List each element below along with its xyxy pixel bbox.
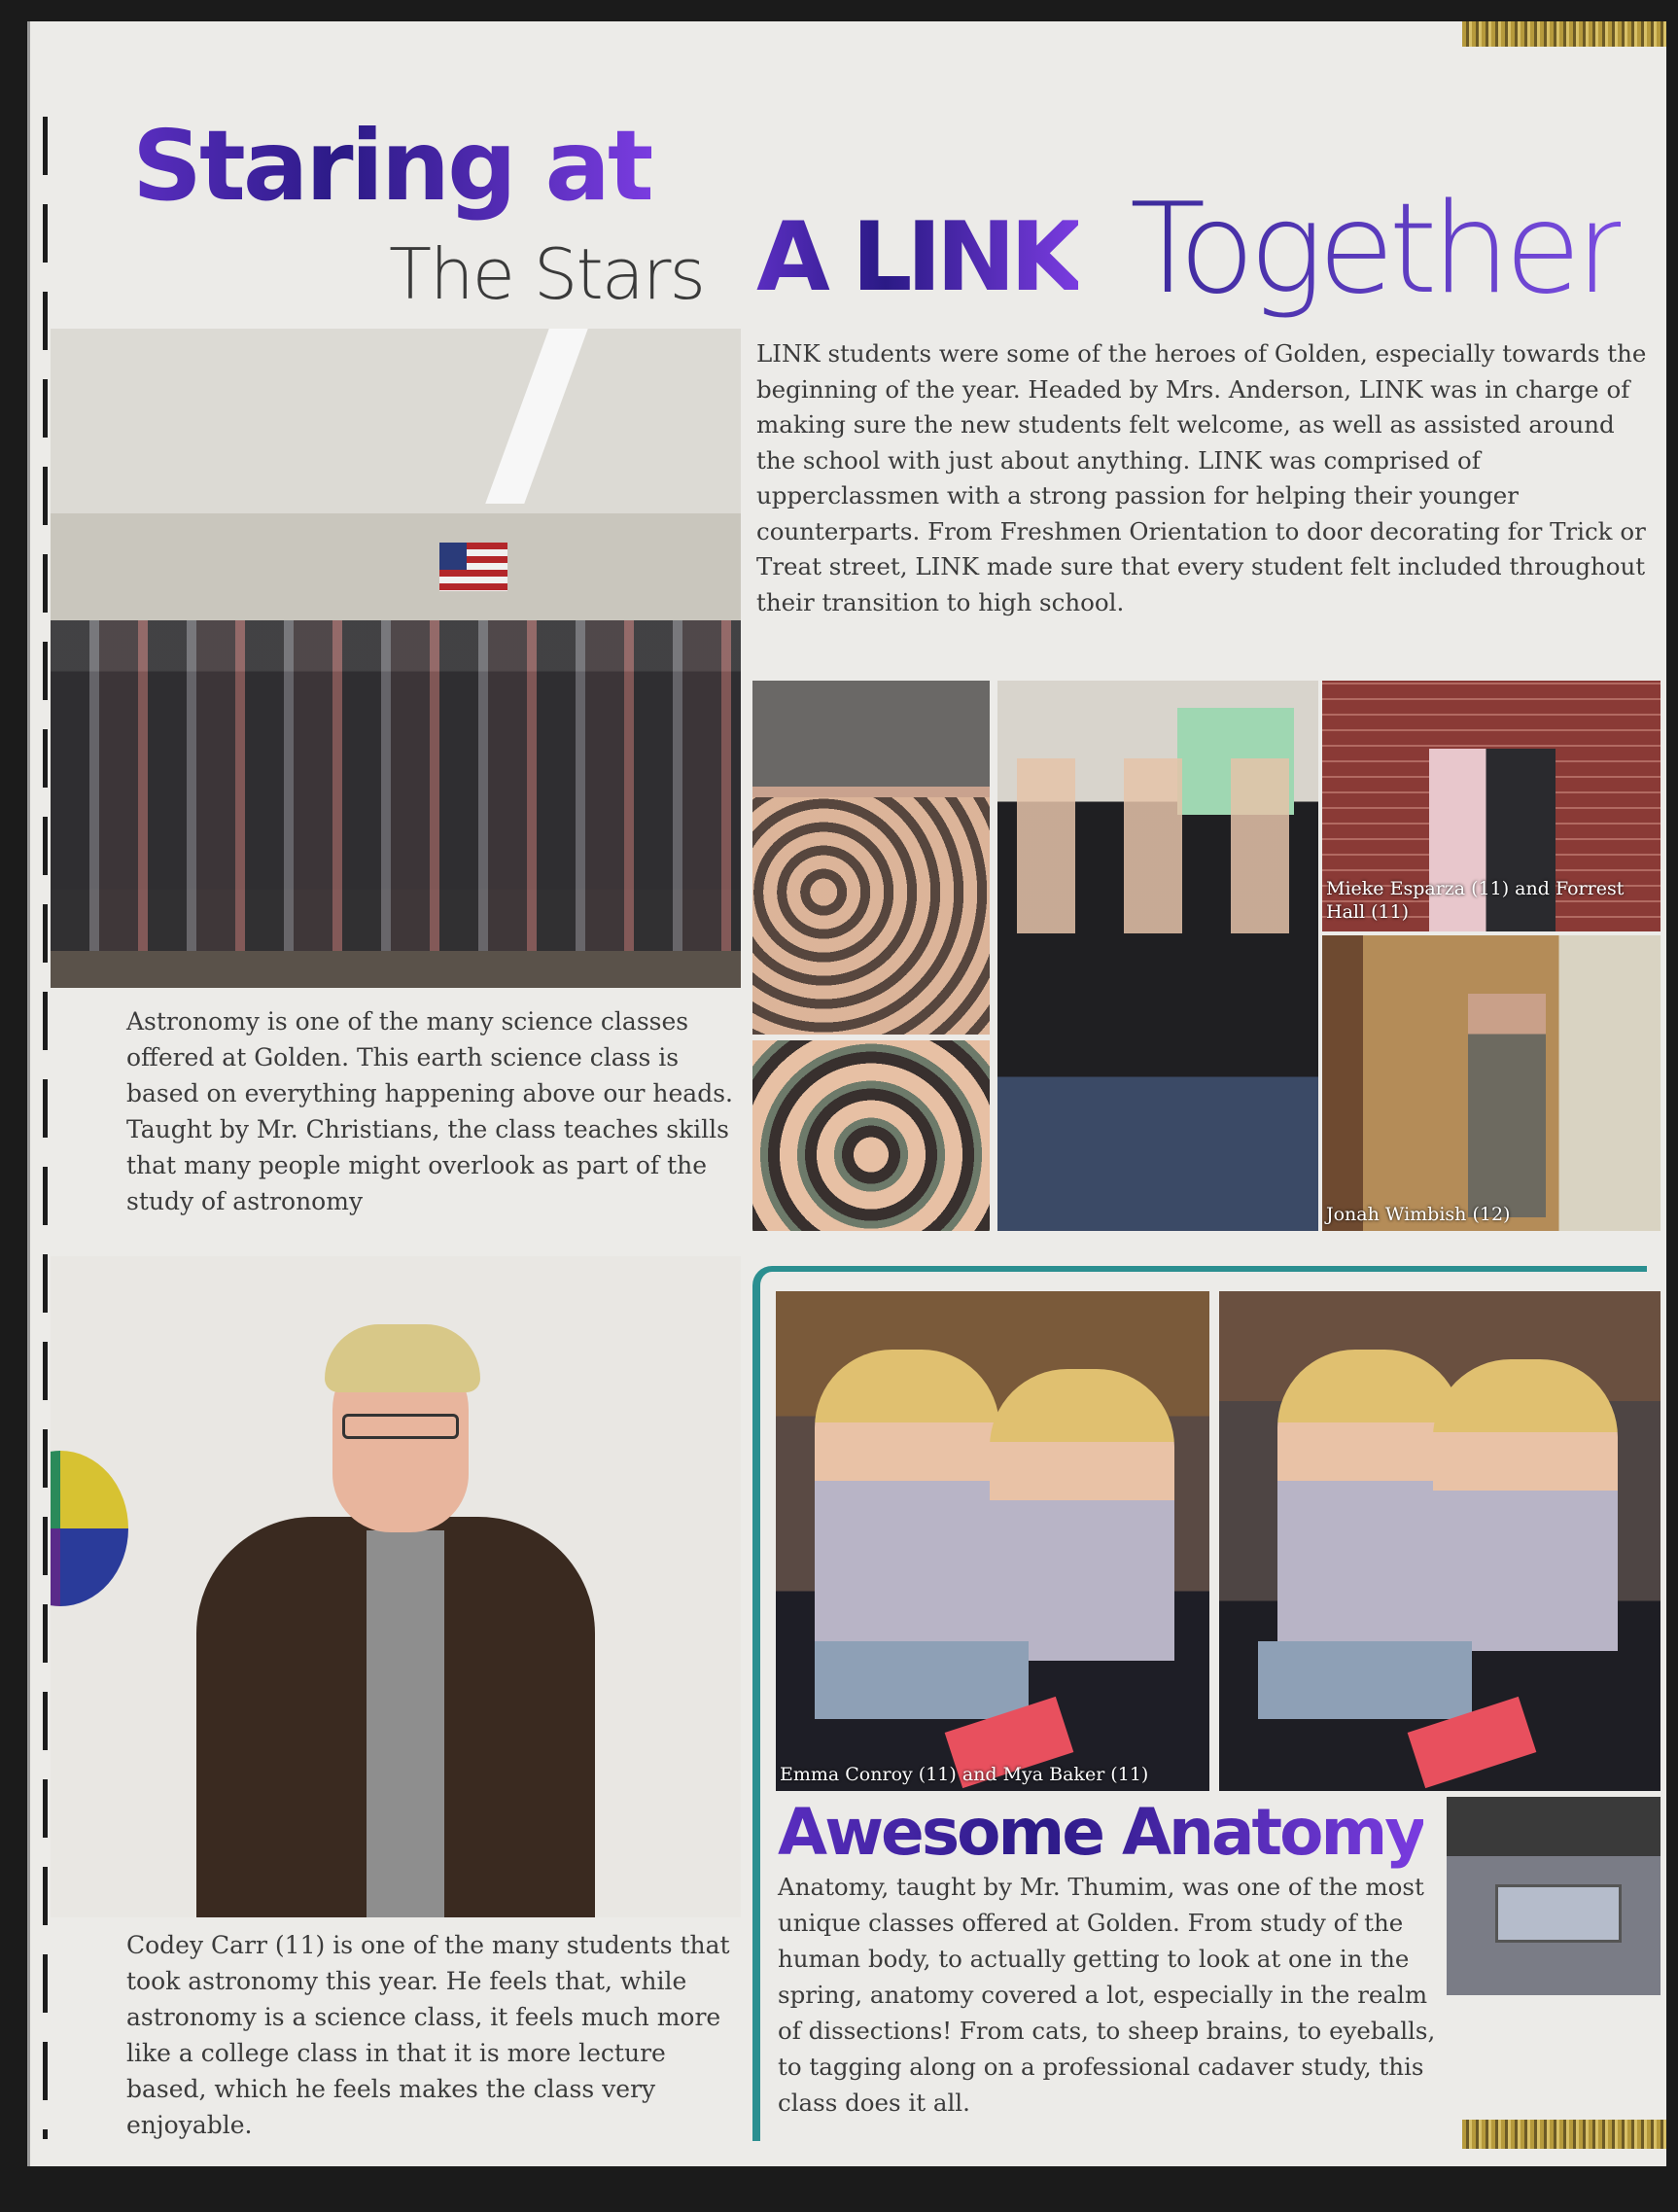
spine-edge — [43, 117, 48, 2139]
link-students — [997, 758, 1318, 933]
glasses — [342, 1414, 459, 1439]
link-title: A LINK — [756, 202, 1078, 313]
astronomy-class-photo — [51, 329, 741, 988]
glitter-border-top — [1462, 21, 1666, 47]
mentors-wheel-poster — [51, 1451, 128, 1606]
codey-portrait-photo — [51, 1256, 741, 1917]
anatomy-caption-pair: Emma Conroy (11) and Mya Baker (11) — [780, 1764, 1149, 1785]
link-selfie-photo — [752, 1040, 990, 1231]
us-flag — [439, 543, 507, 591]
astronomy-title: Staring at — [132, 109, 651, 223]
costumed-student — [1468, 994, 1546, 1217]
astronomy-subtitle: The Stars — [389, 233, 704, 315]
anatomy-body: Anatomy, taught by Mr. Thumim, was one of the most unique classes offered at Golden. From study of the human body, to actually getting to look at one in the spring, anatomy covered a lot, especially in the realm of dissections! From cats, to sheep brains, to eyeballs, to tagging along on a professional cadaver study, this class does it all. — [778, 1873, 1436, 2117]
dissection-tray — [815, 1641, 1029, 1719]
anatomy-title: Awesome Anatomy — [778, 1795, 1424, 1870]
codey-caption: Codey Carr (11) is one of the many students that took astronomy this year. He feels that, while astronomy is a science class, it feels much more like a college class in that it is more lecture based, which he feels makes the class very enjoyable. — [126, 1931, 730, 2139]
crowd — [752, 797, 990, 1035]
mieke-caption: Mieke Esparza (11) and Forrest Hall (11) — [1326, 878, 1625, 923]
hair — [325, 1324, 480, 1392]
shirt — [367, 1530, 444, 1917]
anatomy-tray-photo — [1447, 1797, 1661, 1995]
link-leaders-photo — [997, 681, 1318, 1231]
student-left — [815, 1350, 999, 1641]
student-right — [1433, 1359, 1618, 1651]
anatomy-dissection-photo-2 — [1219, 1291, 1661, 1791]
link-title-script: Together — [1130, 177, 1621, 322]
dissection-tray — [1258, 1641, 1472, 1719]
astronomy-caption: Astronomy is one of the many science classes offered at Golden. This earth science class is based on everything happening above our heads. Taught by Mr. Christians, the class teaches skills that many people might overlook as part of the study of astronomy — [126, 1007, 733, 1215]
mieke-forrest-photo — [1322, 681, 1661, 931]
link-body: LINK students were some of the heroes of Golden, especially towards the beginning of the year. Headed by Mrs. Anderson, LINK was in charge of making sure the new students felt welcome, as well as assisted around the school with just about anything. LINK was comprised of upperclassmen with a strong passion for helping their younger counterparts. From Freshmen Orientation to door decorating for Trick or Treat street, LINK made sure that every student felt included throughout their transition to high school. — [756, 339, 1647, 616]
student-right — [990, 1369, 1174, 1661]
jonah-caption: Jonah Wimbish (12) — [1326, 1204, 1511, 1225]
anatomy-dissection-photo-1 — [776, 1291, 1209, 1791]
dissection-tray — [1495, 1884, 1622, 1943]
link-hallway-photo — [752, 681, 990, 1035]
jonah-photo — [1322, 935, 1661, 1231]
ceiling-light — [485, 329, 588, 504]
students-group — [51, 620, 741, 951]
